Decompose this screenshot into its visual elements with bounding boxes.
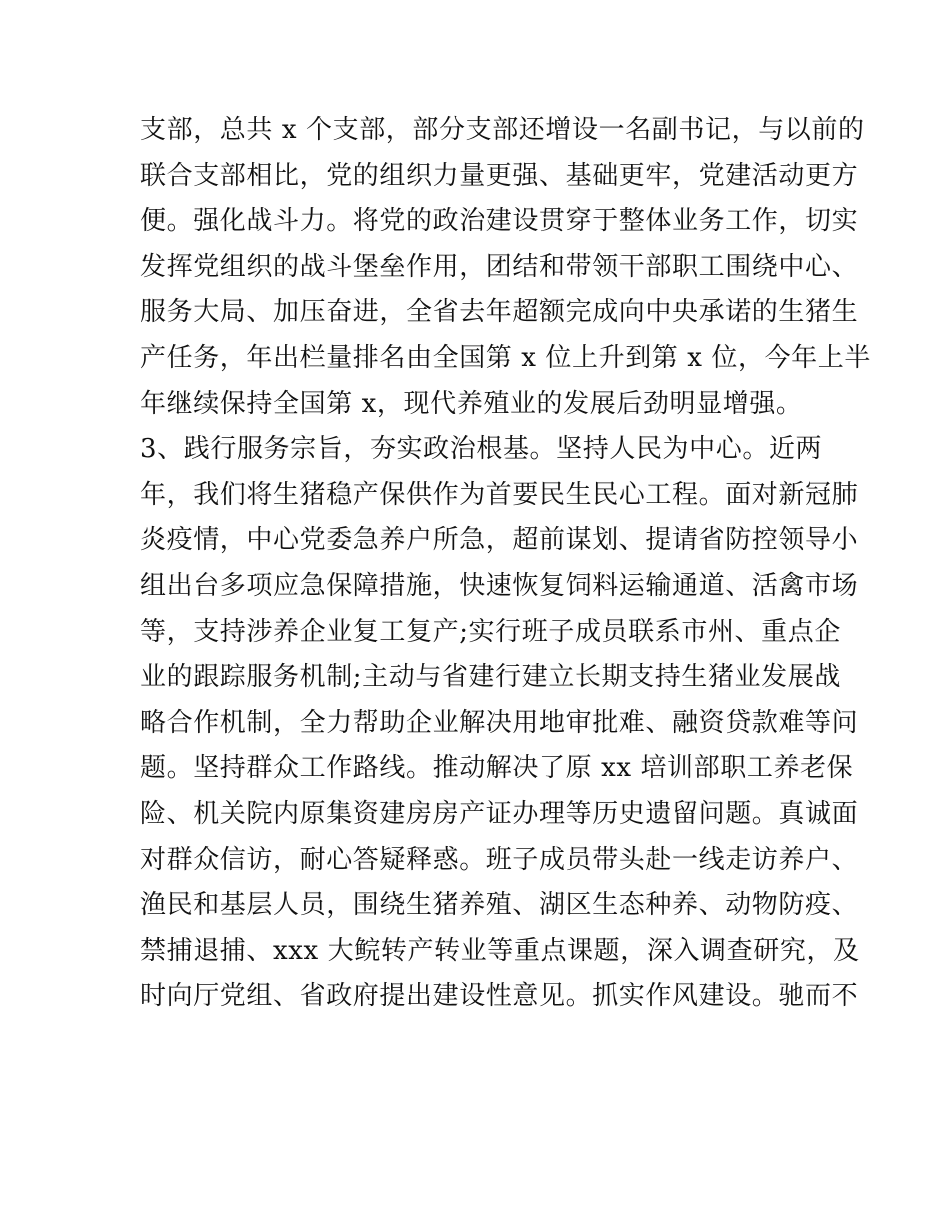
body-text — [140, 108, 871, 1020]
text-line: 联合支部相比，党的组织力量更强、基础更牢，党建活动更方 — [140, 160, 859, 191]
text-line: 题。坚持群众工作路线。推动解决了原 xx 培训部职工养老保 — [140, 753, 854, 784]
text-line: 险、机关院内原集资建房房产证办理等历史遗留问题。真诚面 — [140, 798, 859, 829]
text-line: 禁捕退捕、xxx 大鲩转产转业等重点课题，深入调查研究，及 — [140, 935, 860, 966]
text-line: 便。强化战斗力。将党的政治建设贯穿于整体业务工作，切实 — [140, 206, 859, 237]
text-line: 年，我们将生猪稳产保供作为首要民生民心工程。面对新冠肺 — [140, 479, 859, 510]
text-line: 产任务，年出栏量排名由全国第 x 位上升到第 x 位，今年上半 — [140, 342, 871, 373]
text-line: 组出台多项应急保障措施，快速恢复饲料运输通道、活禽市场 — [140, 570, 859, 601]
text-line: 略合作机制，全力帮助企业解决用地审批难、融资贷款难等问 — [140, 707, 859, 738]
text-line: 年继续保持全国第 x，现代养殖业的发展后劲明显增强。 — [140, 388, 803, 419]
text-line: 炎疫情，中心党委急养户所急，超前谋划、提请省防控领导小 — [140, 525, 859, 556]
text-line: 3、践行服务宗旨，夯实政治根基。坚持人民为中心。近两 — [140, 434, 823, 465]
text-line: 等，支持涉养企业复工复产;实行班子成员联系市州、重点企 — [140, 616, 841, 647]
text-line: 业的跟踪服务机制;主动与省建行建立长期支持生猪业发展战 — [140, 662, 841, 693]
text-line: 支部，总共 x 个支部，部分支部还增设一名副书记，与以前的 — [140, 115, 865, 145]
text-line: 渔民和基层人员，围绕生猪养殖、湖区生态种养、动物防疫、 — [140, 890, 859, 921]
text-line: 对群众信访，耐心答疑释惑。班子成员带头赴一线走访养户、 — [140, 844, 859, 875]
text-line: 时向厅党组、省政府提出建设性意见。抓实作风建设。驰而不 — [140, 981, 859, 1012]
text-line: 服务大局、加压奋进，全省去年超额完成向中央承诺的生猪生 — [140, 297, 859, 328]
text-line: 发挥党组织的战斗堡垒作用，团结和带领干部职工围绕中心、 — [140, 251, 859, 282]
